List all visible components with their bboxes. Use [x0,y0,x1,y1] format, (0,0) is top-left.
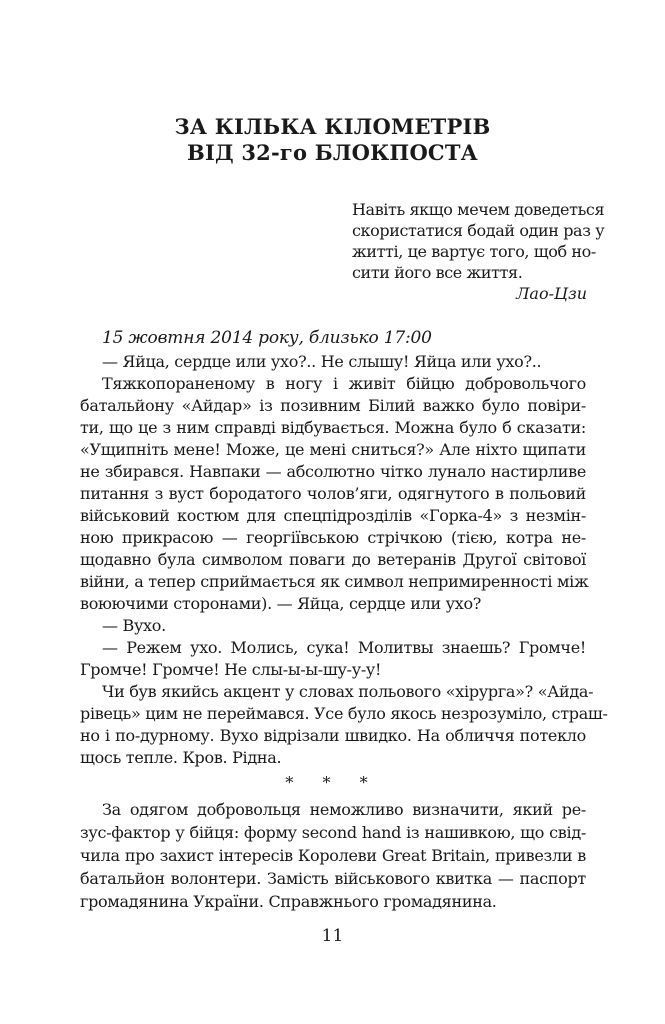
text-line: щодавно була символом поваги до ветеранів Другої світової [80,550,586,569]
text-line: війни, а тепер сприймається як символ непримиренності між [80,572,589,591]
page-number: 11 [321,926,344,946]
text-line: «Ущипніть мене! Може, це мені сниться?» Але ніхто щипати [80,440,586,459]
section-separator: * * * [285,773,380,792]
text-line: Громче! Громче! Не слы-ы-ы-шу-у-у! [80,660,382,679]
text-line: питання з вуст бородатого чолов’яги, одягнутого в польовий [80,484,586,503]
text-line: Чи був якийсь акцент у словах польового «хірурга»? «Айда- [102,682,594,701]
text-line: ти, що це з ним справді відбувається. Можна було б сказати: [80,418,586,437]
text-line: батальйон волонтери. Замість військового квитка — паспорт [80,869,586,888]
text-line: громадянина України. Справжнього громадянина. [80,892,497,911]
text-line: військовий костюм для спецпідрозділів «Горка-4» з незмін- [80,506,586,525]
text-line: щось тепле. Кров. Рідна. [80,748,282,767]
text-line: не збирався. Навпаки — абсолютно чітко лунало настирливе [80,462,586,481]
text-line: воюючими сторонами). — Яйца, сердце или ухо? [80,594,482,613]
text-line: За одягом добровольця неможливо визначити, який ре- [102,800,586,819]
text-line: Тяжкопораненому в ногу і живіт бійцю добровольчого [102,374,586,393]
text-line: зус-фактор у бійця: форму second hand із нашивкою, що свід- [80,823,586,842]
text-line: рівець» цим не переймався. Усе було якось незрозуміло, страш- [80,704,608,723]
text-line: батальйону «Айдар» із позивним Білий важко було повіри- [80,396,586,415]
dateline: 15 жовтня 2014 року, близько 17:00 [102,328,432,348]
epigraph-line: житті, це вартує того, щоб но- [352,242,596,261]
chapter-title-line-2: ВІД 32-го БЛОКПОСТА [187,140,478,165]
text-line: — Режем ухо. Молись, сука! Молитвы знаешь? Громче! [102,638,586,657]
epigraph-line: Навіть якщо мечем доведеться [352,200,605,219]
chapter-title-line-1: ЗА КІЛЬКА КІЛОМЕТРІВ [174,114,491,139]
epigraph-line: сити його все життя. [352,263,523,282]
epigraph-line: скористатися бодай один раз у [352,221,605,240]
epigraph-author: Лао-Цзи [516,284,587,303]
text-line: ною прикрасою — георгіївською стрічкою (тією, котра не- [80,528,586,547]
text-line: но і по-дурному. Вухо відрізали швидко. На обличчя потекло [80,726,586,745]
text-line: чила про захист інтересів Королеви Great Britain, привезли в [80,846,586,865]
text-line: — Вухо. [102,616,166,635]
text-line: — Яйца, сердце или ухо?.. Не слышу! Яйца или ухо?.. [102,352,542,371]
